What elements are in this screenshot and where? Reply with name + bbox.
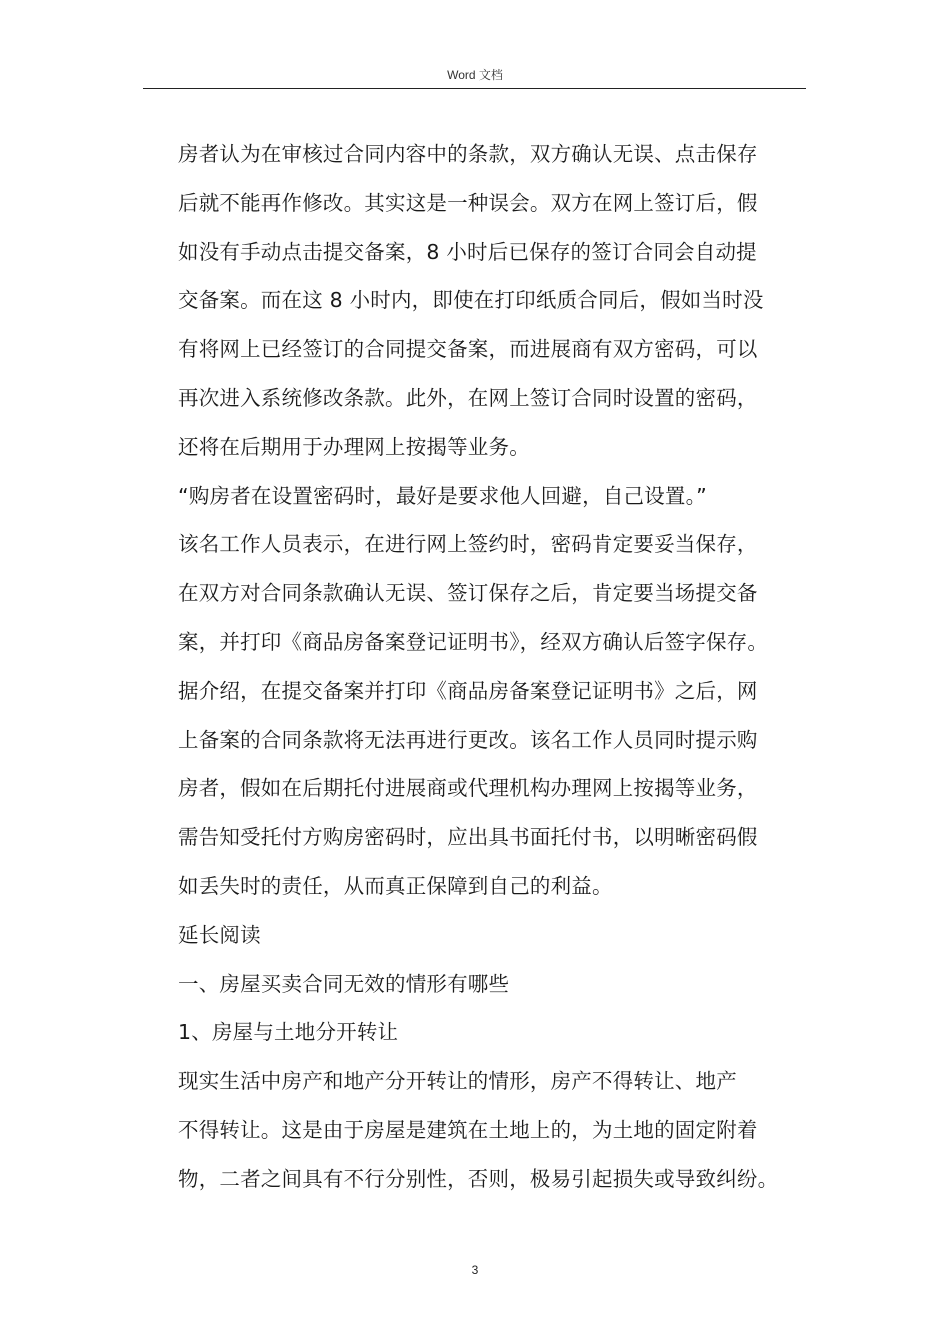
text-line: 上备案的合同条款将无法再进行更改。该名工作人员同时提示购 bbox=[178, 727, 758, 752]
text-line: 还将在后期用于办理网上按揭等业务。 bbox=[178, 434, 530, 459]
paragraph-contract-revision bbox=[178, 130, 818, 472]
text-line: 房者，假如在后期托付进展商或代理机构办理网上按揭等业务， bbox=[178, 776, 758, 801]
heading-extended-reading bbox=[178, 911, 818, 960]
paragraph-land-transfer bbox=[178, 1057, 818, 1203]
text-line: 物，二者之间具有不行分别性，否则，极易引起损失或导致纠纷。 bbox=[178, 1166, 779, 1191]
text-line: “购房者在设置密码时，最好是要求他人回避，自己设置。” bbox=[178, 483, 707, 508]
page-header-title: Word 文档 bbox=[447, 68, 503, 82]
text-line: 据介绍，在提交备案并打印《商品房备案登记证明书》之后，网 bbox=[178, 678, 758, 703]
text-line: 如没有手动点击提交备案，8 小时后已保存的签订合同会自动提 bbox=[178, 239, 757, 264]
text-line: 房者认为在审核过合同内容中的条款，双方确认无误、点击保存 bbox=[178, 142, 758, 166]
text-line: 案，并打印《商品房备案登记证明书》，经双方确认后签字保存。 bbox=[178, 629, 769, 654]
text-line: 不得转让。这是由于房屋是建筑在土地上的，为土地的固定附着 bbox=[178, 1117, 758, 1142]
page-number: 3 bbox=[471, 1263, 479, 1277]
paragraph-password-advice bbox=[178, 472, 818, 911]
text-line: 在双方对合同条款确认无误、签订保存之后，肯定要当场提交备 bbox=[178, 581, 758, 606]
header-divider bbox=[143, 88, 806, 89]
text-line: 该名工作人员表示，在进行网上签约时，密码肯定要妥当保存， bbox=[178, 532, 758, 557]
text-line: 一、房屋买卖合同无效的情形有哪些 bbox=[178, 971, 510, 996]
text-line: 延长阅读 bbox=[178, 922, 261, 947]
text-line: 后就不能再作修改。其实这是一种误会。双方在网上签订后，假 bbox=[178, 190, 758, 215]
heading-item-one bbox=[178, 1008, 818, 1057]
document-body bbox=[178, 130, 818, 1204]
text-line: 交备案。而在这 8 小时内，即使在打印纸质合同后，假如当时没 bbox=[178, 288, 764, 313]
text-line: 如丢失时的责任，从而真正保障到自己的利益。 bbox=[178, 873, 613, 898]
heading-section-one bbox=[178, 960, 818, 1009]
text-line: 1、房屋与土地分开转让 bbox=[178, 1020, 399, 1045]
text-line: 现实生活中房产和地产分开转让的情形，房产不得转让、地产 bbox=[178, 1069, 737, 1094]
text-line: 需告知受托付方购房密码时，应出具书面托付书，以明晰密码假 bbox=[178, 825, 758, 850]
text-line: 有将网上已经签订的合同提交备案，而进展商有双方密码，可以 bbox=[178, 337, 758, 362]
text-line: 再次进入系统修改条款。此外，在网上签订合同时设置的密码， bbox=[178, 385, 758, 410]
